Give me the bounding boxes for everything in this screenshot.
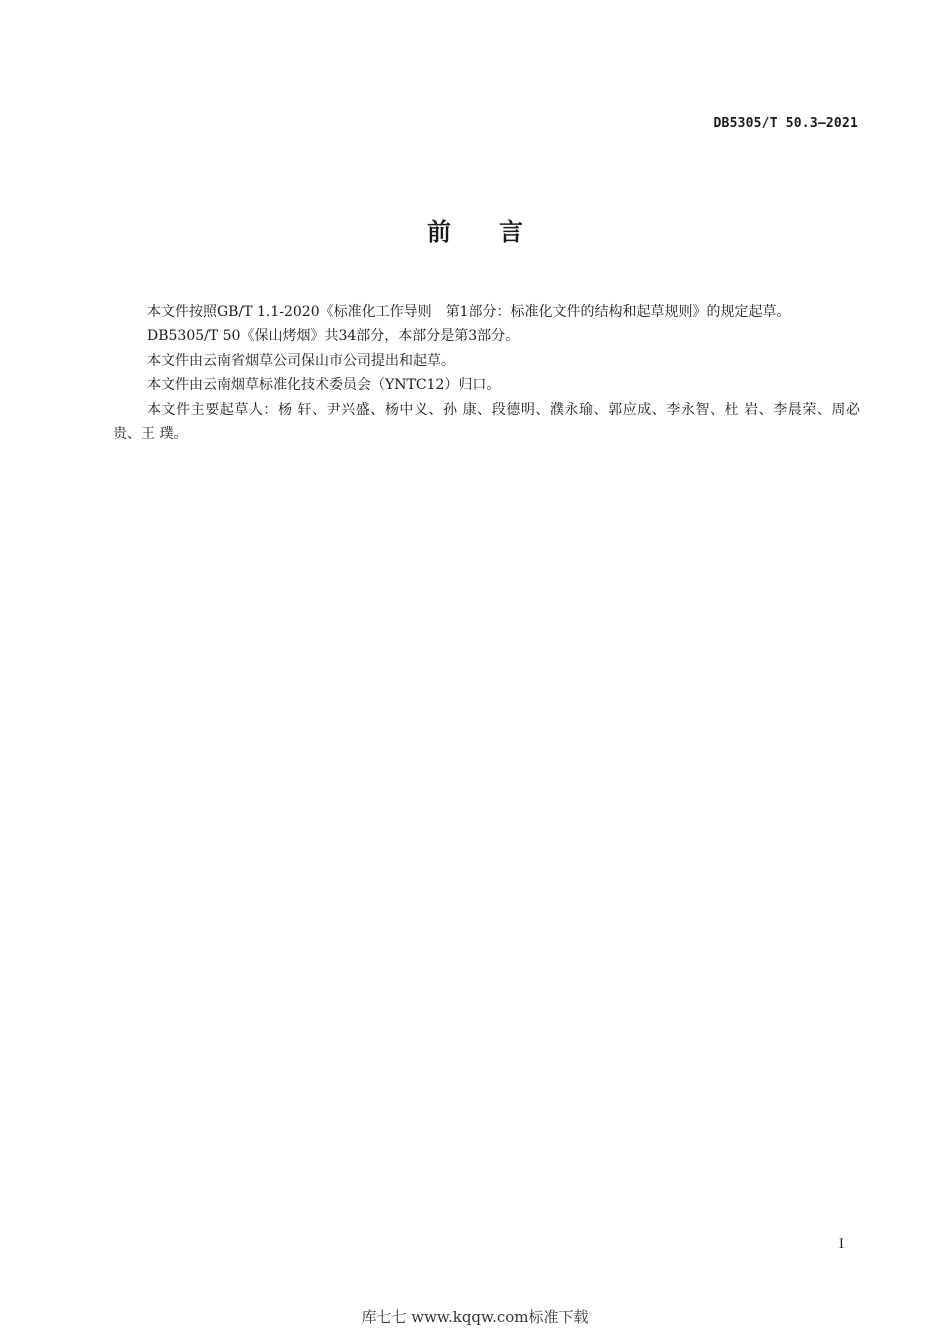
- title-char-2: 言: [499, 218, 523, 246]
- document-code: DB5305/T 50.3—2021: [713, 116, 858, 131]
- title-char-1: 前: [427, 218, 451, 246]
- paragraph-committee: 本文件由云南烟草标准化技术委员会（YNTC12）归口。: [147, 377, 501, 394]
- page-title: [0, 212, 950, 247]
- paragraph-proposer: 本文件由云南省烟草公司保山市公司提出和起草。: [147, 352, 455, 369]
- paragraph-parts: DB5305/T 50《保山烤烟》共34部分，本部分是第3部分。: [147, 328, 520, 345]
- watermark-link[interactable]: 库七七 www.kqqw.com标准下载: [361, 1308, 589, 1326]
- paragraph-drafting-rules: 本文件按照GB/T 1.1-2020《标准化工作导则 第1部分：标准化文件的结构和起草规则》的规定起草。: [147, 304, 791, 320]
- paragraph-drafters: 本文件主要起草人：杨 轩、尹兴盛、杨中义、孙 康、段德明、濮永瑜、郭应成、李永智、杜 岩、李晨荣、周必贵、王 璞。: [113, 401, 860, 443]
- foreword-body: [113, 300, 860, 446]
- page-number: I: [838, 1237, 844, 1252]
